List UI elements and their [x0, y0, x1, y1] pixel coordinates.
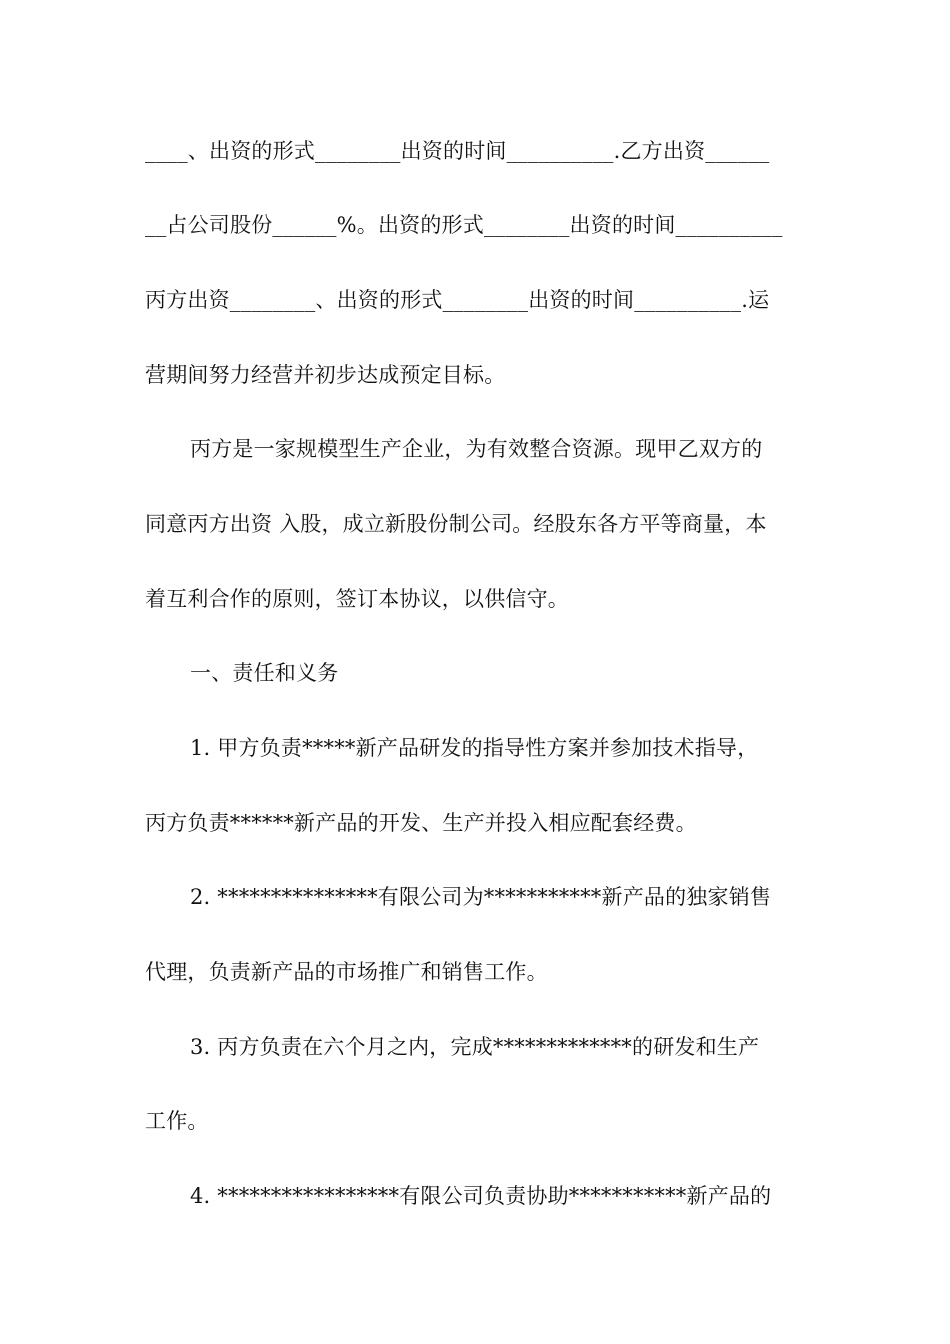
- list-item-line: 代理，负责新产品的市场推广和销售工作。: [145, 960, 548, 984]
- paragraph-line: 丙方是一家规模型生产企业，为有效整合资源。现甲乙双方的: [190, 437, 763, 461]
- paragraph-line: __占公司股份______%。出资的形式________出资的时间__________: [145, 213, 783, 237]
- list-item-line: 工作。: [145, 1109, 209, 1133]
- paragraph-line: 丙方出资________、出资的形式________出资的时间__________.运: [145, 288, 770, 312]
- section-heading: 一、责任和义务: [190, 661, 339, 685]
- list-item-line: 丙方负责******新产品的开发、生产并投入相应配套经费。: [145, 811, 697, 835]
- list-item-line: 4. *****************有限公司负责协助***********新产品的: [190, 1184, 772, 1208]
- list-item-line: 2. ***************有限公司为***********新产品的独家销售: [190, 885, 772, 909]
- list-item-line: 1. 甲方负责*****新产品研发的指导性方案并参加技术指导，: [190, 736, 759, 760]
- paragraph-line: 着互利合作的原则，签订本协议，以供信守。: [145, 587, 569, 611]
- list-item-line: 3. 丙方负责在六个月之内，完成*************的研发和生产: [190, 1035, 760, 1059]
- paragraph-line: 同意丙方出资 入股，成立新股份制公司。经股东各方平等商量，本: [145, 512, 767, 536]
- paragraph-line: ____、出资的形式________出资的时间__________.乙方出资______: [145, 139, 770, 163]
- paragraph-line: 营期间努力经营并初步达成预定目标。: [145, 363, 506, 387]
